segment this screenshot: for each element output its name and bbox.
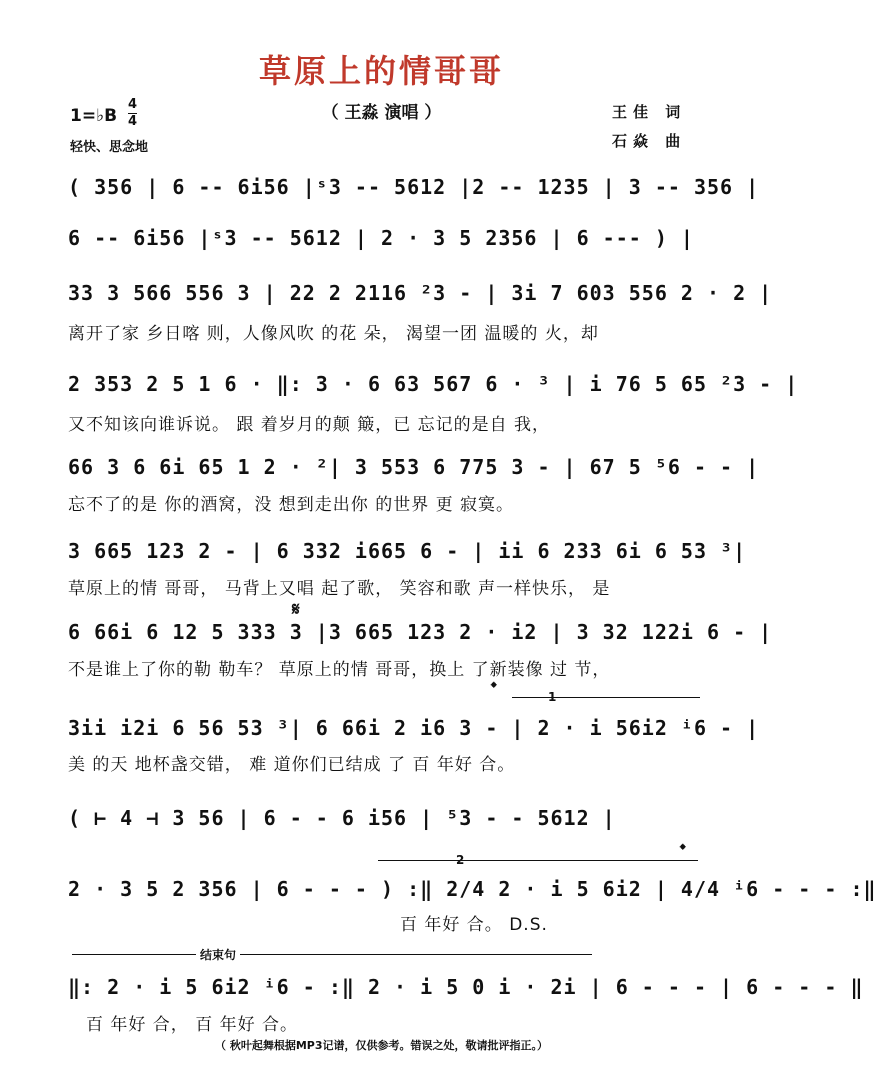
score-row-7: 6 66i 6 12 5 333 3 |3 665 123 2 · i2 | 3 32 122i 6 - | [68,620,773,644]
score-row-2: 6 -- 6i56 |ˢ3 -- 5612 | 2 · 3 5 2356 | 6 --- ) | [68,226,694,250]
lyrics-row-11: 百 年好 合， 百 年好 合。 [86,1015,299,1035]
volta-2-number: 2 [456,853,465,867]
key-signature: 1=♭B [70,106,118,126]
volta-1-number: 1 [548,690,557,704]
time-signature [128,98,137,129]
time-signature-top: 4 [128,97,138,112]
lyrics-row-10: 百 年好 合。 D.S. [400,915,548,935]
score-row-1: ( 356 | 6 -- 6i56 |ˢ3 -- 5612 |2 -- 1235 | 3 -- 356 | [68,175,760,199]
score-row-8: 3ii i2i 6 56 53 ³| 6 66i 2 i6 3 - | 2 · i 56i2 ⁱ6 - | [68,716,760,740]
coda-mark-1: 𝄌 [491,678,497,697]
score-row-3: 33 3 566 556 3 | 22 2 2116 ²3 - | 3i 7 603 556 2 · 2 | [68,281,773,305]
segno-mark: 𝄋 [292,599,300,620]
score-row-4: 2 353 2 5 1 6 · ‖: 3 · 6 63 567 6 · ³ | i 76 5 65 ²3 - | [68,372,799,396]
footnote: （ 秋叶起舞根据MP3记谱，仅供参考。错误之处，敬请批评指正。） [215,1039,548,1052]
score-row-6: 3 665 123 2 - | 6 332 i665 6 - | ii 6 233 6i 6 53 ³| [68,539,747,563]
performer-line: （ 王淼 演唱 ） [321,103,442,123]
ending-label: 结束句 [196,946,240,963]
score-row-10: 2 · 3 5 2 356 | 6 - - - ) :‖ 2/4 2 · i 5 6i2 | 4/4 ⁱ6 - - - :‖ [68,877,877,901]
coda-mark-2: 𝄌 [680,840,686,859]
lyrics-row-6: 草原上的情 哥哥， 马背上又唱 起了歌， 笑容和歌 声一样快乐， 是 [68,579,611,599]
lyrics-row-8: 美 的天 地杯盏交错， 难 道你们已结成 了 百 年好 合。 [68,755,516,775]
tempo-marking: 轻快、思念地 [70,140,149,155]
lyrics-row-4: 又不知该向谁诉说。 跟 着岁月的颠 簸，已 忘记的是自 我， [68,415,551,435]
song-title: 草原上的情哥哥 [258,52,504,90]
ending-line [72,954,592,955]
time-signature-bottom: 4 [128,114,138,129]
score-row-5: 66 3 6 6i 65 1 2 · ²| 3 553 6 775 3 - | 67 5 ⁵6 - - | [68,455,760,479]
volta-2-line [378,860,698,861]
lyrics-row-3: 离开了家 乡日喀 则，人像风吹 的花 朵， 渴望一团 温暖的 火，却 [68,324,599,344]
volta-1-line [512,697,700,698]
lyrics-row-5: 忘不了的是 你的酒窝，没 想到走出你 的世界 更 寂寞。 [68,495,515,515]
composer-credit: 石焱 曲 [612,132,687,150]
lyricist-credit: 王佳 词 [612,103,687,121]
lyrics-row-7: 不是谁上了你的勒 勒车？ 草原上的情 哥哥，换上 了新装像 过 节， [68,660,611,680]
score-row-9: ( ⊢ 4 ⊣ 3 56 | 6 - - 6 i56 | ⁵3 - - 5612 | [68,806,616,830]
score-row-11: ‖: 2 · i 5 6i2 ⁱ6 - :‖ 2 · i 5 0 i · 2i | 6 - - - | 6 - - - ‖ [68,975,864,999]
